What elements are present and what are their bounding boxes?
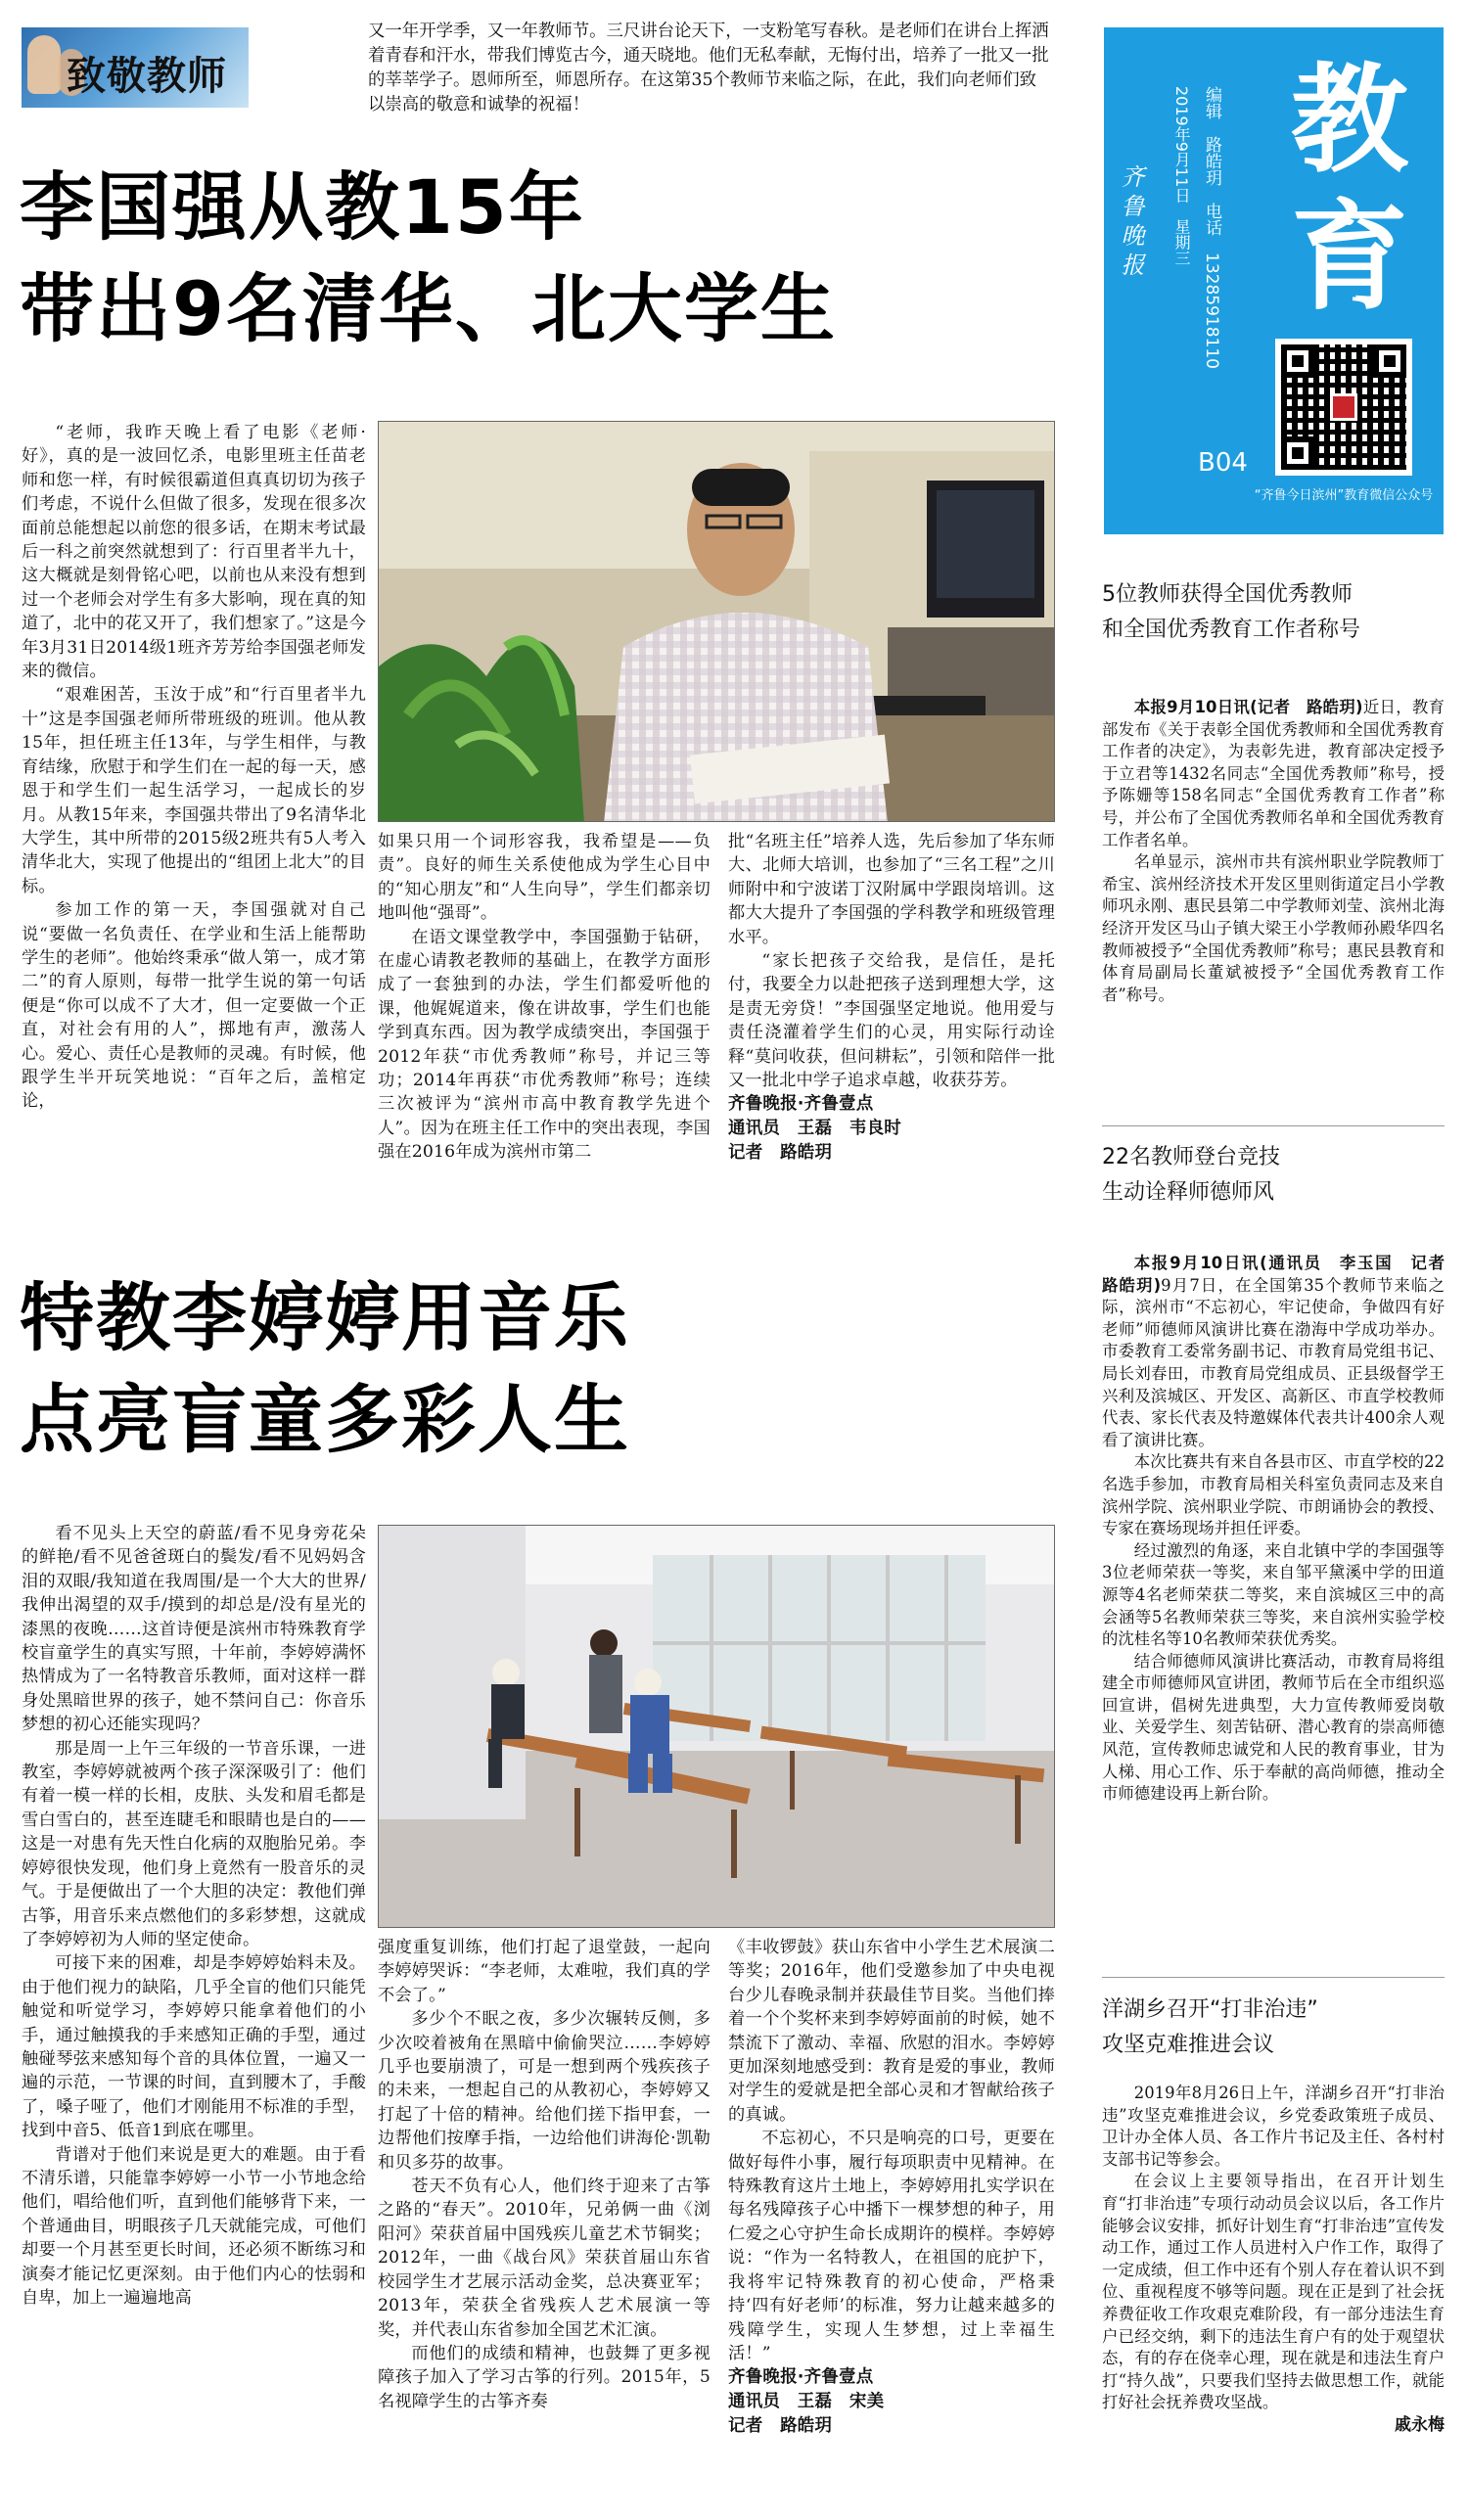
article1-paragraph: “艰难困苦，玉汝于成”和“行百里者半九十”这是李国强老师所带班级的班训。他从教15年，担任班主任13年，与学生相伴，与教育结缘，欣慰于和学生们在一起的每一天，感恩于和学生们一起生活学习，一起成长的岁月。从教15年来，李国强共带出了9名清华北大学生，其中所带的2015级2班共有5人考入清华北大，实现了他提出的“组团上北大”的目标。: [22, 685, 366, 896]
masthead-phone-label: 电话: [1202, 203, 1221, 236]
side1-title-line2: 和全国优秀教育工作者称号: [1102, 618, 1361, 642]
masthead-section-title: 教育: [1291, 53, 1408, 326]
side2-body: [1102, 1253, 1461, 1806]
article2-paragraph: 那是周一上午三年级的一节音乐课，一进教室，李婷婷就被两个孩子深深吸引了：他们有着一模一样的长相，皮肤、头发和眉毛都是雪白雪白的，甚至连睫毛和眼睛也是白的——这是一对患有先天性白化病的双胞胎兄弟。李婷婷很快发现，他们身上竟然有一股音乐的灵气。于是便做出了一个大胆的决定：教他们弹古筝，用音乐来点燃他们的多彩梦想，这就成了李婷婷初为人师的坚定使命。: [22, 1738, 366, 1949]
side3-body: [1102, 2083, 1445, 2437]
article2-paragraph: 而他们的成绩和精神，也鼓舞了更多视障孩子加入了学习古筝的行列。2015年，5名视障学生的古筝齐奏: [378, 2343, 711, 2411]
masthead-date: 2019年9月11日: [1172, 86, 1191, 204]
article1-headline-line2: 带出9名清华、北大学生: [20, 265, 837, 352]
side1-paragraph: 近日，教育部发布《关于表彰全国优秀教师和全国优秀教育工作者的决定》，为表彰先进，教育部决定授予于立君等1432名同志“全国优秀教师”称号，授予陈姗等158名同志“全国优秀教育工作者”称号，并公布了全国优秀教师名单和全国优秀教育工作者名单。: [1102, 698, 1445, 849]
side3-byline: 戚永梅: [1395, 2414, 1445, 2435]
hand-graphic: [27, 35, 61, 94]
article1-credit-outlet: 齐鲁晚报·齐鲁壹点: [728, 1094, 874, 1115]
article2-credit-correspondent: 通讯员 王磊 宋美: [728, 2392, 885, 2412]
article1-paragraph: 批“名班主任”培养人选，先后参加了华东师大、北师大培训，也参加了“三名工程”之川师附中和宁波诺丁汉附属中学跟岗培训。这都大大提升了李国强的学科教学和班级管理水平。: [728, 832, 1055, 947]
page-number: B04: [1198, 448, 1248, 478]
article1-column-2: [378, 830, 711, 1165]
qr-caption: “齐鲁今日滨州”教育微信公众号: [1254, 488, 1434, 503]
article1-paragraph: “家长把孩子交给我，是信任，是托付，我要全力以赴把孩子送到理想大学，这是责无旁贷！”李国强坚定地说。他用爱与责任浇灌着学生们的心灵，用实际行动诠释“莫问收获，但问耕耘”，引领和陪伴一批又一批北中学子追求卓越，收获芬芳。: [728, 951, 1055, 1091]
article2-credit-reporter: 记者 路皓玥: [728, 2416, 833, 2437]
side1-body: [1102, 697, 1445, 1006]
side2-paragraph: 结合师德师风演讲比赛活动，市教育局将组建全市师德师风宣讲团，教师节后在全市组织巡回宣讲，倡树先进典型，大力宣传教师爱岗敬业、关爱学生、刻苦钻研、潜心教育的崇高师德风范，宣传教师忠诚党和人民的教育事业，甘为人梯、用心工作、乐于奉献的高尚师德，推动全市师德建设再上新台阶。: [1102, 1651, 1445, 1804]
article2-paragraph: 强度重复训练，他们打起了退堂鼓，一起向李婷婷哭诉：“李老师，太难啦，我们真的学不会了。”: [378, 1938, 711, 2005]
article1-headline: [20, 157, 1057, 360]
masthead-editor: 路皓玥: [1202, 136, 1221, 186]
article1-column-1: [22, 421, 366, 1114]
side3-paragraph: 2019年8月26日上午，洋湖乡召开“打非治违”攻坚克难推进会议，乡党委政策班子成员、卫计办全体人员、各工作片书记及主任、各村村支部书记等参会。: [1102, 2084, 1445, 2169]
article1-paragraph: “老师，我昨天晚上看了电影《老师·好》，真的是一波回忆杀，电影里班主任苗老师和您一样，有时候很霸道但真真切切为孩子们考虑，不说什么但做了很多，发现在很多次面前总能想起以前您的很多话，在期末考试最后一科之前突然就想到了：行百里者半九十，这大概就是刻骨铭心吧，以前也从来没有想到过一个老师会对学生有多大影响，现在真的知道了，北中的花又开了，我们想家了。”这是今年3月31日2014级1班齐芳芳给李国强老师发来的微信。: [22, 423, 366, 682]
side2-title-line1: 22名教师登台竞技: [1102, 1145, 1280, 1169]
article1-photo: [378, 421, 1055, 822]
article2-paragraph: 可接下来的困难，却是李婷婷始料未及。由于他们视力的缺陷，几乎全盲的他们只能凭触觉和听觉学习，李婷婷只能拿着他们的小手，通过触摸我的手来感知正确的手型，通过触碰琴弦来感知每个音的具体位置，一遍又一遍的示范，一节课的时间，直到腰木了，手酸了，嗓子哑了，他们才刚能用不标准的手型，找到中音5、低音1到底在哪里。: [22, 1953, 366, 2141]
article2-headline-line2: 点亮盲童多彩人生: [20, 1376, 630, 1463]
masthead-phone: 13285918110: [1202, 252, 1221, 369]
section-banner-title: 致敬教师: [67, 54, 227, 99]
article2-paragraph: 不忘初心，不只是响亮的口号，更要在做好每件小事，履行每项职责中见精神。在特殊教育这片土地上，李婷婷用扎实学识在每名残障孩子心中播下一棵梦想的种子，用仁爱之心守护生命长成期许的模样。李婷婷说：“作为一名特教人，在祖国的庇护下，我将牢记特殊教育的初心使命，严格秉持‘四有好老师’的标准，努力让越来越多的残障学生，实现人生梦想，过上幸福生活！”: [728, 2129, 1055, 2363]
guzheng-class-photo-graphic: [379, 1526, 1055, 1928]
side2-paragraph: 经过激烈的角逐，来自北镇中学的李国强等3位老师荣获一等奖，来自邹平黛溪中学的田道源等4名老师荣获二等奖，来自滨城区三中的高会涵等5名教师荣获三等奖，来自滨州实验学校的沈桂名等10名教师荣获优秀奖。: [1102, 1540, 1445, 1649]
article2-credits: [728, 2365, 1055, 2439]
article2-paragraph: 看不见头上天空的蔚蓝/看不见身旁花朵的鲜艳/看不见爸爸斑白的鬓发/看不见妈妈含泪的双眼/我知道在我周围/是一个大大的世界/我伸出渴望的双手/摸到的却总是/没有星光的漆黑的夜晚……这首诗便是滨州市特殊教育学校盲童学生的真实写照，十年前，李婷婷满怀热情成为了一名特教音乐教师，面对这样一群身处黑暗世界的孩子，她不禁问自己：你音乐梦想的初心还能实现吗？: [22, 1524, 366, 1735]
article2-paragraph: 苍天不负有心人，他们终于迎来了古筝之路的“春天”。2010年，兄弟俩一曲《浏阳河》荣获首届中国残疾儿童艺术节铜奖；2012年，一曲《战台风》荣获首届山东省校园学生才艺展示活动金奖，总决赛亚军；2013年，荣获全省残疾人艺术展演一等奖，并代表山东省参加全国艺术汇演。: [378, 2176, 711, 2340]
article1-headline-line1: 李国强从教15年: [20, 163, 585, 251]
article2-headline-line1: 特教李婷婷用音乐: [20, 1274, 630, 1361]
article2-photo: [378, 1525, 1055, 1928]
side1-title-line1: 5位教师获得全国优秀教师: [1102, 582, 1353, 607]
article2-paragraph: 背谱对于他们来说是更大的难题。由于看不清乐谱，只能靠李婷婷一小节一小节地念给他们，唱给他们听，直到他们能够背下来，一个普通曲目，明眼孩子几天就能完成，可他们却要一个月甚至更长时间，还必须不断练习和演奏才能记忆更深刻。由于他们内心的怯弱和自卑，加上一遍遍地高: [22, 2144, 366, 2308]
side2-paragraph: 9月7日，在全国第35个教师节来临之际，滨州市“不忘初心，牢记使命，争做四有好老师”师德师风演讲比赛在渤海中学成功举办。市委教育工委常务副书记、市教育局党组书记、局长刘春田，市教育局党组成员、正县级督学王兴利及滨城区、开发区、高新区、市直学校教师代表、家长代表及特邀媒体代表共计400余人观看了演讲比赛。: [1102, 1275, 1445, 1449]
article1-paragraph: 参加工作的第一天，李国强就对自己说“要做一名负责任、在学业和生活上能帮助学生的老师”。他始终秉承“做人第一，成才第二”的育人原则，每带一批学生说的第一句话便是“你可以成不了大才，但一定要做一个正直，对社会有用的人”，掷地有声，激荡人心。爱心、责任心是教师的灵魂。有时候，他跟学生半开玩笑地说：“百年之后，盖棺定论，: [22, 900, 366, 1112]
side1-title: [1102, 577, 1445, 648]
newspaper-logo: 齐鲁晚报: [1117, 164, 1144, 282]
article1-column-3: [728, 830, 1055, 1166]
wechat-qr-code[interactable]: [1275, 339, 1412, 476]
side2-lead: 本报9月10日讯(通讯员 李玉国 记者 路皓玥): [1102, 1254, 1461, 1295]
article2-column-3: [728, 1936, 1055, 2439]
masthead-date-line: [1172, 86, 1190, 265]
article2-headline: [20, 1267, 1057, 1471]
side-divider: [1102, 1125, 1445, 1126]
article2-column-2: [378, 1936, 711, 2413]
side3-title-line2: 攻坚克难推进会议: [1102, 2033, 1275, 2057]
side2-title-line2: 生动诠释师德师风: [1102, 1180, 1275, 1205]
article1-credits: [728, 1092, 1055, 1166]
article1-paragraph: 如果只用一个词形容我，我希望是——负责”。良好的师生关系使他成为学生心目中的“知心朋友”和“人生向导”，学生们都亲切地叫他“强哥”。: [378, 832, 711, 924]
article2-paragraph: 多少个不眠之夜，多少次辗转反侧，多少次咬着被角在黑暗中偷偷哭泣……李婷婷几乎也要崩溃了，可是一想到两个残疾孩子的未来，一想起自己的从教初心，李婷婷又打起了十倍的精神。给他们搓下指甲套，一边帮他们按摩手指，一边给他们讲海伦·凯勒和贝多芬的故事。: [378, 2009, 711, 2173]
article1-credit-correspondent: 通讯员 王磊 韦良时: [728, 1119, 901, 1139]
side-divider: [1102, 1977, 1445, 1978]
side3-title-line1: 洋湖乡召开“打非治违”: [1102, 1997, 1318, 2022]
masthead-editor-label: 编辑: [1202, 86, 1221, 119]
side3-paragraph: 在会议上主要领导指出，在召开计划生育“打非治违”专项行动动员会议以后，各工作片能够会议安排，抓好计划生育“打非治违”宣传发动工作，通过工作人员进村入户作工作，取得了一定成绩，但工作中还有个别人存在着认识不到位、重视程度不够等问题。现在正是到了社会抚养费征收工作攻艰克难阶段，有一部分违法生育户已经交纳，剩下的违法生育户有的处于观望状态，有的存在侥幸心理，现在就是和违法生育户打“持久战”，只要我们坚持去做思想工作，就能打好社会抚养费攻坚战。: [1102, 2172, 1445, 2412]
page-masthead: [1104, 27, 1444, 534]
side3-title: [1102, 1993, 1445, 2063]
intro-text: 又一年开学季，又一年教师节。三尺讲台论天下，一支粉笔写春秋。是老师们在讲台上挥洒着青春和汗水，带我们博览古今，通天晓地。他们无私奉献，无悔付出，培养了一批又一批的莘莘学子。恩师所至，师恩所存。在这第35个教师节来临之际，在此，我们向老师们致以崇高的敬意和诚挚的祝福！: [368, 22, 1049, 115]
masthead-editor-line: [1202, 86, 1221, 369]
article1-paragraph: 在语文课堂教学中，李国强勤于钻研，在虚心请教老教师的基础上，在教学方面形成了一套独到的办法，学生们都爱听他的课，他娓娓道来，像在讲故事，学生们也能学到真东西。因为教学成绩突出，李国强于2012年获“市优秀教师”称号，并记三等功；2014年再获“市优秀教师”称号；连续三次被评为“滨州市高中教育教学先进个人”。因为在班主任工作中的突出表现，李国强在2016年成为滨州市第二: [378, 927, 711, 1163]
masthead-weekday: 星期三: [1172, 218, 1191, 266]
side1-paragraph: 名单显示，滨州市共有滨州职业学院教师丁希宝、滨州经济技术开发区里则街道定吕小学教师巩永刚、惠民县第二中学教师刘莹、滨州北海经济开发区马山子镇大梁王小学教师孙殿华四名教师被授予“全国优秀教师”称号；惠民县教育和体育局副局长董斌被授予“全国优秀教育工作者”称号。: [1102, 852, 1445, 1004]
section-banner: [22, 27, 249, 108]
side1-lead: 本报9月10日讯(记者 路皓玥): [1133, 698, 1363, 716]
article1-credit-reporter: 记者 路皓玥: [728, 1143, 833, 1164]
article2-paragraph: 《丰收锣鼓》获山东省中小学生艺术展演二等奖；2016年，他们受邀参加了中央电视台少儿春晚录制并获最佳节目奖。当他们捧着一个个奖杯来到李婷婷面前的时候，她不禁流下了激动、幸福、欣慰的泪水。李婷婷更加深刻地感受到：教育是爱的事业，教师对学生的爱就是把全部心灵和才智献给孩子的真诚。: [728, 1938, 1055, 2125]
teacher-photo-graphic: [379, 422, 1055, 822]
side2-title: [1102, 1140, 1445, 1211]
article2-column-1: [22, 1522, 366, 2310]
side2-paragraph: 本次比赛共有来自各县市区、市直学校的22名选手参加，市教育局相关科室负责同志及来自滨州学院、滨州职业学院、市朗诵协会的教授、专家在赛场现场并担任评委。: [1102, 1452, 1445, 1538]
article2-credit-outlet: 齐鲁晚报·齐鲁壹点: [728, 2367, 874, 2388]
